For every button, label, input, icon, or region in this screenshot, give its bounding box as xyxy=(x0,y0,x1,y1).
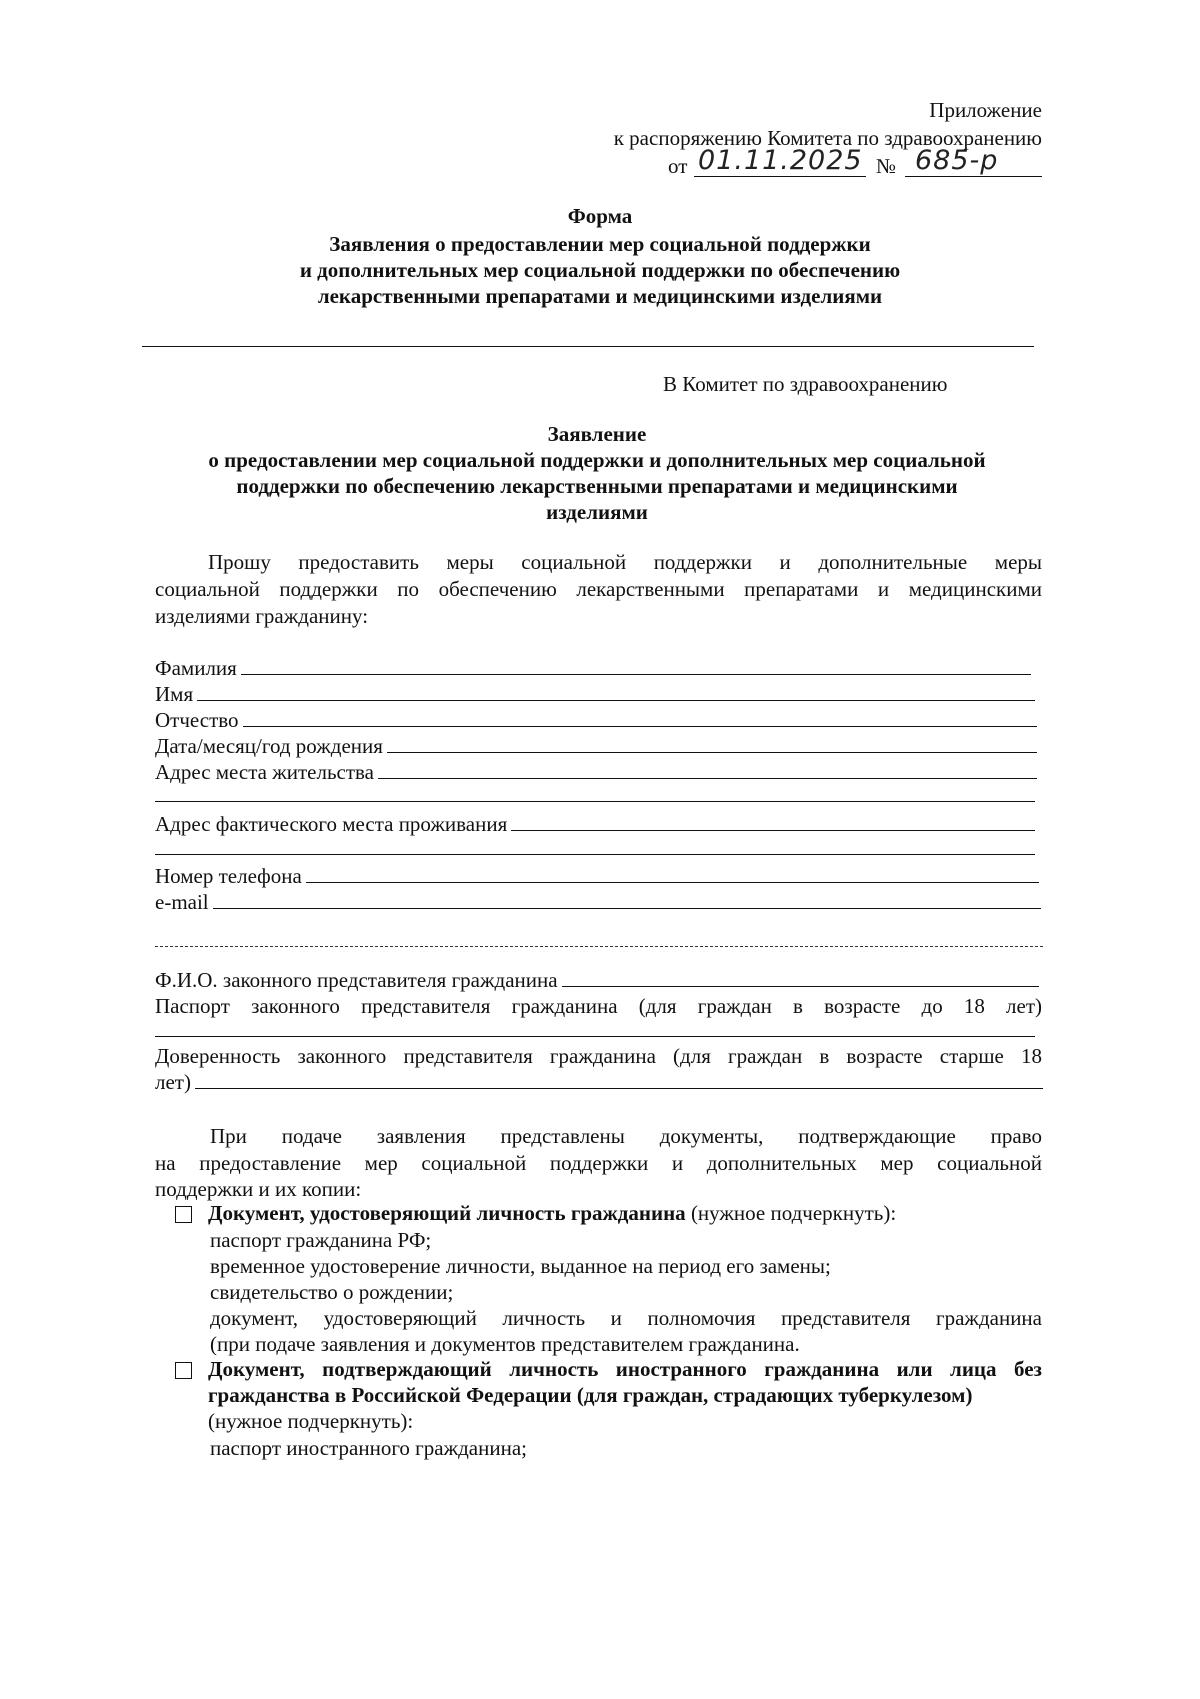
identity-option-birth-certificate: свидетельство о рождении; xyxy=(210,1280,454,1304)
birth-date-line[interactable] xyxy=(387,736,1037,753)
identity-document-checkbox[interactable] xyxy=(175,1206,192,1223)
documents-intro-line-1: При подаче заявления представлены документы, подтверждающие право xyxy=(210,1124,1042,1148)
phone-label: Номер телефона xyxy=(155,864,302,888)
form-subtitle-line-2: и дополнительных мер социальной поддержки по обеспечению xyxy=(299,258,901,282)
representative-passport-label: Паспорт законного представителя гражданина (для граждан в возрасте до 18 лет) xyxy=(155,994,1042,1018)
representative-fio-line[interactable] xyxy=(562,970,1039,987)
section-dashed-separator xyxy=(155,946,1043,947)
order-number-prefix: № xyxy=(876,154,897,178)
email-label: e-mail xyxy=(155,890,209,914)
power-of-attorney-line[interactable] xyxy=(195,1072,1043,1089)
foreign-identity-title-line-1: Документ, подтверждающий личность иностранного гражданина или лица без xyxy=(208,1357,1042,1381)
request-line-3: изделиями гражданину: xyxy=(155,604,369,628)
addressee: В Комитет по здравоохранению xyxy=(663,372,948,396)
identity-document-heading xyxy=(208,1201,896,1226)
title-separator xyxy=(142,346,1034,347)
actual-address-line[interactable] xyxy=(511,814,1035,831)
actual-address-continuation[interactable] xyxy=(155,854,1035,855)
foreign-identity-note: (нужное подчеркнуть): xyxy=(208,1409,414,1433)
patronymic-field[interactable] xyxy=(155,708,1037,733)
documents-intro-line-2: на предоставление мер социальной поддержки и дополнительных мер социальной xyxy=(155,1151,1042,1175)
actual-address-label: Адрес фактического места проживания xyxy=(155,812,508,836)
documents-intro-line-3: поддержки и их копии: xyxy=(155,1177,362,1201)
representative-fio-field[interactable] xyxy=(155,968,1039,993)
foreign-option-passport: паспорт иностранного гражданина; xyxy=(210,1436,527,1460)
surname-field[interactable] xyxy=(155,656,1031,681)
identity-document-title: Документ, удостоверяющий личность гражданина xyxy=(208,1201,686,1225)
power-of-attorney-field[interactable] xyxy=(155,1070,1043,1095)
order-number-handwritten: 685-р xyxy=(915,145,999,176)
email-field[interactable] xyxy=(155,890,1041,915)
foreign-identity-title-line-2: гражданства в Российской Федерации (для граждан, страдающих туберкулезом) xyxy=(208,1383,973,1407)
request-line-2: социальной поддержки по обеспечению лекарственными препаратами и медицинскими xyxy=(155,577,1042,601)
phone-line[interactable] xyxy=(306,866,1039,883)
order-date-handwritten: 01.11.2025 xyxy=(698,145,863,176)
birth-date-label: Дата/месяц/год рождения xyxy=(155,734,383,758)
form-title: Форма xyxy=(567,204,633,228)
email-line[interactable] xyxy=(213,892,1041,909)
name-line[interactable] xyxy=(197,684,1035,701)
birth-date-field[interactable] xyxy=(155,734,1037,759)
representative-fio-label: Ф.И.О. законного представителя гражданина xyxy=(155,968,558,992)
patronymic-label: Отчество xyxy=(155,708,239,732)
residence-address-line[interactable] xyxy=(378,762,1037,779)
identity-document-note: (нужное подчеркнуть): xyxy=(685,1201,897,1225)
order-reference: к распоряжению Комитета по здравоохранению xyxy=(613,126,1042,150)
power-of-attorney-label: Доверенность законного представителя гражданина (для граждан в возрасте старше 18 xyxy=(155,1044,1042,1068)
identity-option-representative-line-1: документ, удостоверяющий личность и полномочия представителя гражданина xyxy=(210,1306,1042,1330)
power-of-attorney-label-end: лет) xyxy=(155,1070,191,1094)
representative-passport-line[interactable] xyxy=(155,1036,1035,1037)
application-subtitle-line-3: изделиями xyxy=(546,500,648,524)
name-label: Имя xyxy=(155,682,194,706)
application-subtitle-line-2: поддержки по обеспечению лекарственными препаратами и медицинскими xyxy=(236,474,958,498)
identity-option-temporary-id: временное удостоверение личности, выданное на период его замены; xyxy=(210,1254,831,1278)
patronymic-line[interactable] xyxy=(243,710,1037,727)
residence-address-label: Адрес места жительства xyxy=(155,760,374,784)
request-line-1: Прошу предоставить меры социальной поддержки и дополнительные меры xyxy=(208,550,1042,574)
actual-address-field[interactable] xyxy=(155,812,1035,837)
order-date-prefix: от xyxy=(668,154,688,178)
surname-label: Фамилия xyxy=(155,656,237,680)
identity-option-representative-line-2: (при подаче заявления и документов представителем гражданина. xyxy=(210,1332,800,1356)
foreign-identity-document-checkbox[interactable] xyxy=(175,1362,192,1379)
surname-line[interactable] xyxy=(241,658,1031,675)
phone-field[interactable] xyxy=(155,864,1039,889)
order-number-line xyxy=(905,176,1042,177)
application-subtitle-line-1: о предоставлении мер социальной поддержки и дополнительных мер социальной xyxy=(208,448,986,472)
residence-address-field[interactable] xyxy=(155,760,1037,785)
name-field[interactable] xyxy=(155,682,1035,707)
identity-option-passport-rf: паспорт гражданина РФ; xyxy=(210,1228,432,1252)
appendix-label: Приложение xyxy=(929,98,1042,122)
form-subtitle-line-1: Заявления о предоставлении мер социальной поддержки xyxy=(329,232,871,256)
application-title: Заявление xyxy=(547,422,647,446)
residence-address-continuation[interactable] xyxy=(155,801,1035,802)
form-subtitle-line-3: лекарственными препаратами и медицинскими изделиями xyxy=(317,284,883,308)
order-date-line xyxy=(694,176,866,177)
